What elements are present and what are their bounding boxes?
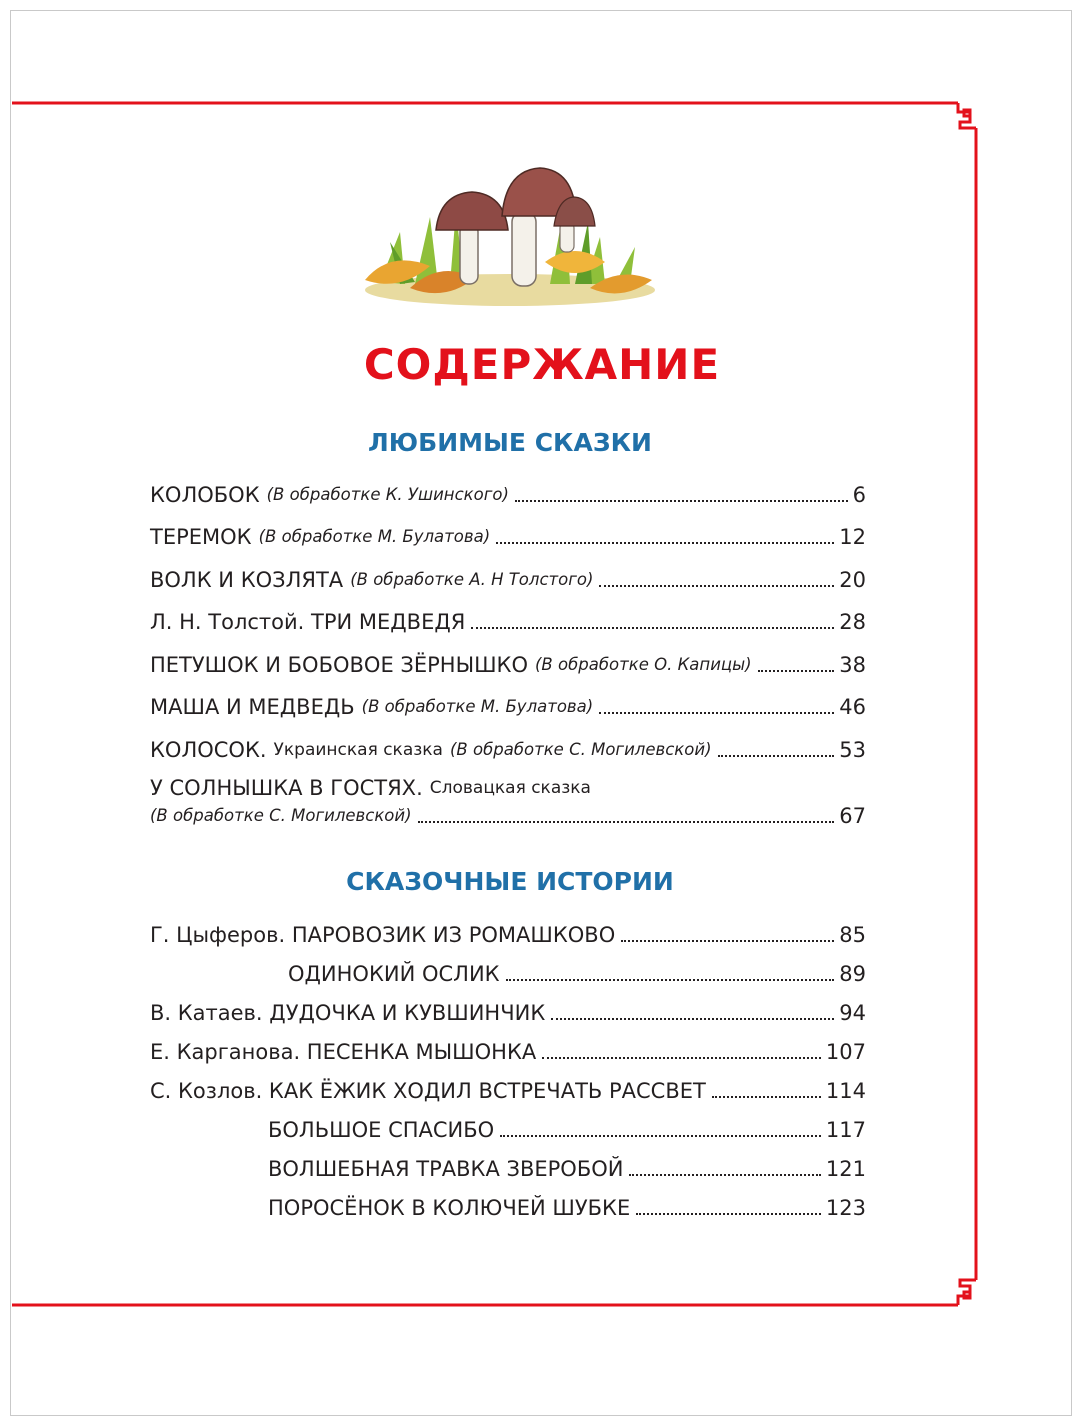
entry-page: 38: [839, 653, 866, 677]
entry-page: 107: [825, 1040, 866, 1064]
leader-dots: [542, 1057, 821, 1059]
entry-page: 123: [825, 1196, 866, 1220]
leader-dots: [599, 712, 834, 714]
toc-entry[interactable]: [150, 994, 866, 1026]
toc-entry[interactable]: [150, 518, 866, 550]
toc-entry[interactable]: [150, 688, 866, 720]
entry-title: Е. Карганова. ПЕСЕНКА МЫШОНКА: [150, 1040, 537, 1064]
entry-title: Г. Цыферов. ПАРОВОЗИК ИЗ РОМАШКОВО: [150, 923, 616, 947]
entry-page: 114: [825, 1079, 866, 1103]
entry-subtitle: Украинская сказка: [273, 740, 443, 760]
entry-page: 20: [839, 568, 866, 592]
entry-title: ВОЛШЕБНАЯ ТРАВКА ЗВЕРОБОЙ: [268, 1157, 624, 1181]
leader-dots: [515, 500, 848, 502]
entry-subtitle: Словацкая сказка: [429, 778, 591, 798]
entry-title: С. Козлов. КАК ЁЖИК ХОДИЛ ВСТРЕЧАТЬ РАССВЕТ: [150, 1079, 706, 1103]
toc-entry[interactable]: [268, 1111, 866, 1143]
entry-note: (В обработке М. Булатова): [258, 527, 491, 546]
toc-entry[interactable]: [150, 1072, 866, 1104]
toc-entry[interactable]: [268, 1189, 866, 1221]
leader-dots: [551, 1018, 834, 1020]
entry-page: 53: [839, 738, 866, 762]
entry-page: 28: [839, 610, 866, 634]
leader-dots: [636, 1213, 821, 1215]
entry-title: ВОЛК И КОЗЛЯТА: [150, 568, 344, 592]
toc-entry[interactable]: [288, 955, 866, 987]
entry-title: БОЛЬШОЕ СПАСИБО: [268, 1118, 495, 1142]
leader-dots: [418, 821, 835, 823]
entry-title: МАША И МЕДВЕДЬ: [150, 695, 355, 719]
toc-entry[interactable]: [150, 646, 866, 678]
toc-entry[interactable]: [150, 916, 866, 948]
entry-note: (В обработке К. Ушинского): [266, 485, 509, 504]
entry-note: (В обработке С. Могилевской): [449, 740, 712, 759]
entry-page: 121: [825, 1157, 866, 1181]
entry-title: В. Катаев. ДУДОЧКА И КУВШИНЧИК: [150, 1001, 546, 1025]
leader-dots: [496, 542, 834, 544]
entry-title: Л. Н. Толстой. ТРИ МЕДВЕДЯ: [150, 610, 466, 634]
leader-dots: [506, 979, 835, 981]
toc-entry[interactable]: [268, 1150, 866, 1182]
toc-entry[interactable]: [150, 1033, 866, 1065]
entry-title: ПЕТУШОК И БОБОВОЕ ЗЁРНЫШКО: [150, 653, 528, 677]
toc-entry[interactable]: [150, 476, 866, 508]
entry-title: У СОЛНЫШКА В ГОСТЯХ.: [150, 776, 423, 800]
entry-title: ОДИНОКИЙ ОСЛИК: [288, 962, 500, 986]
entry-note: (В обработке М. Булатова): [361, 697, 594, 716]
entry-title: ТЕРЕМОК: [150, 525, 252, 549]
entry-page: 67: [839, 804, 866, 828]
section-title-favorites: ЛЮБИМЫЕ СКАЗКИ: [368, 428, 652, 457]
leader-dots: [621, 940, 834, 942]
entry-title: ПОРОСЁНОК В КОЛЮЧЕЙ ШУБКЕ: [268, 1196, 631, 1220]
entry-note: (В обработке А. Н Толстого): [350, 570, 594, 589]
toc-entry[interactable]: [150, 775, 866, 829]
toc-entry[interactable]: [150, 603, 866, 635]
mushrooms-illustration: [360, 162, 660, 312]
entry-page: 12: [839, 525, 866, 549]
entry-title: КОЛОСОК.: [150, 738, 267, 762]
entry-page: 89: [839, 962, 866, 986]
entry-page: 6: [852, 483, 866, 507]
leader-dots: [718, 755, 835, 757]
section-title-stories: СКАЗОЧНЫЕ ИСТОРИИ: [346, 867, 674, 896]
entry-note: (В обработке О. Капицы): [535, 655, 752, 674]
toc-title: СОДЕРЖАНИЕ: [363, 340, 721, 389]
entry-page: 85: [839, 923, 866, 947]
toc-entry[interactable]: [150, 561, 866, 593]
leader-dots: [471, 627, 834, 629]
entry-page: 94: [839, 1001, 866, 1025]
leader-dots: [599, 585, 834, 587]
leader-dots: [629, 1174, 820, 1176]
entry-page: 117: [825, 1118, 866, 1142]
leader-dots: [500, 1135, 821, 1137]
leader-dots: [712, 1096, 821, 1098]
entry-note: (В обработке С. Могилевской): [150, 806, 412, 825]
leader-dots: [758, 670, 835, 672]
entry-title: КОЛОБОК: [150, 483, 260, 507]
toc-entry[interactable]: [150, 731, 866, 763]
entry-page: 46: [839, 695, 866, 719]
